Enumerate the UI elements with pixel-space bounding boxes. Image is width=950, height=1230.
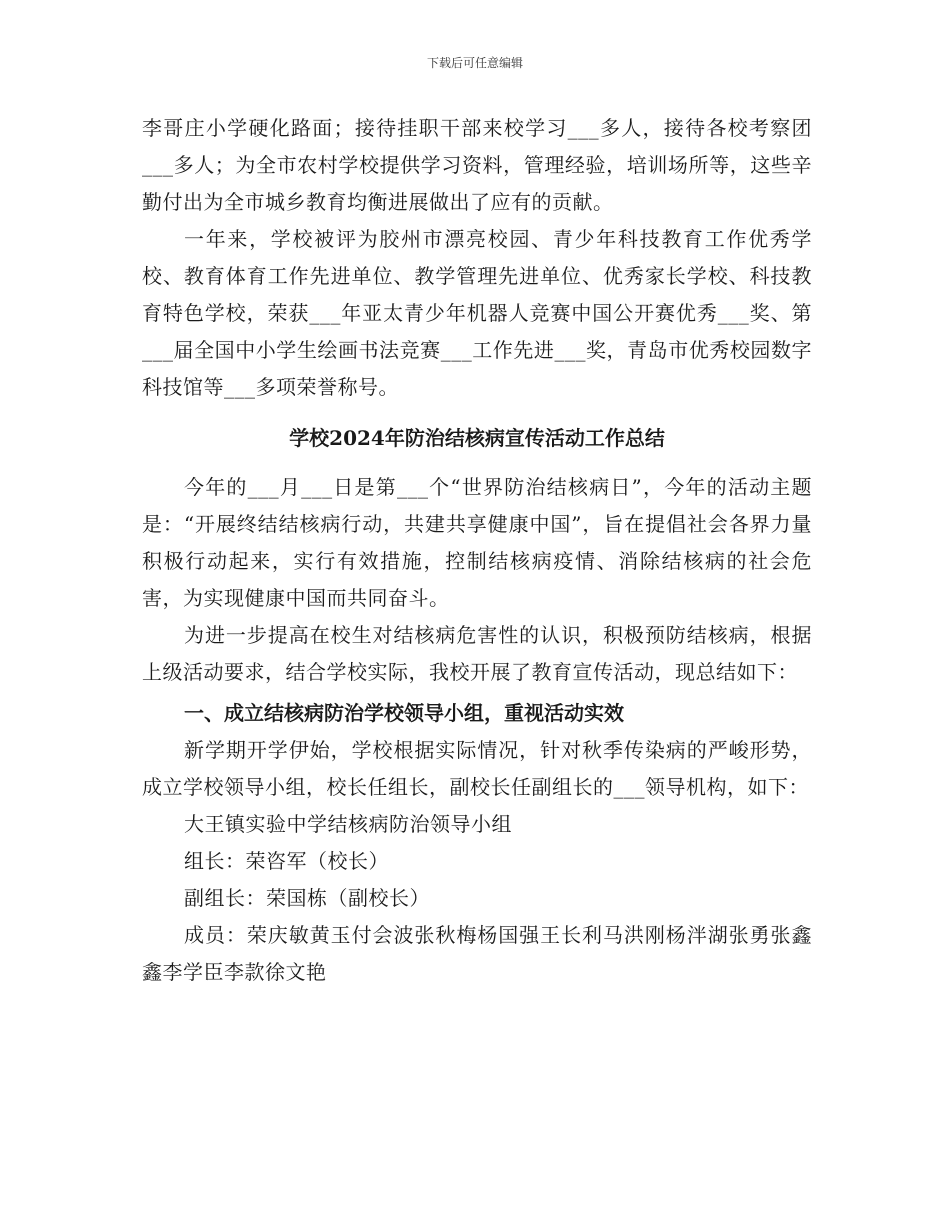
document-body (142, 110, 812, 991)
group-deputy: 副组长：荣国栋（副校长） (184, 886, 430, 910)
group-name: 大王镇实验中学结核病防治领导小组 (184, 812, 512, 836)
paragraph-continuation: 李哥庄小学硬化路面；接待挂职干部来校学习___多人，接待各校考察团___多人；为全市农村学校提供学习资料，管理经验，培训场所等，这些辛勤付出为全市城乡教育均衡进展做出了应有的贡献。 (142, 116, 812, 214)
document-title: 学校2024年防治结核病宣传活动工作总结 (289, 426, 665, 450)
paragraph-achievements: 一年来，学校被评为胶州市漂亮校园、青少年科技教育工作优秀学校、教育体育工作先进单位、教学管理先进单位、优秀家长学校、科技教育特色学校，荣获___年亚太青少年机器人竞赛中国公开赛优秀___奖、第___届全国中小学生绘画书法竞赛___工作先进___奖，青岛市优秀校园数字科技馆等___多项荣誉称号。 (142, 227, 812, 399)
group-leader: 组长：荣咨军（校长） (184, 849, 389, 873)
page-header: 下载后可任意编辑 (426, 56, 523, 70)
paragraph-intro: 今年的___月___日是第___个“世界防治结核病日”，今年的活动主题是：“开展终结结核病行动，共建共享健康中国”，旨在提倡社会各界力量积极行动起来，实行有效措施，控制结核病疫情、消除结核病的社会危害，为实现健康中国而共同奋斗。 (142, 475, 812, 610)
paragraph-organization: 新学期开学伊始，学校根据实际情况，针对秋季传染病的严峻形势，成立学校领导小组，校长任组长，副校长任副组长的___领导机构，如下： (142, 738, 812, 799)
group-members: 成员：荣庆敏黄玉付会波张秋梅杨国强王长利马洪刚杨泮湖张勇张鑫鑫李学臣李款徐文艳 (142, 923, 812, 984)
paragraph-purpose: 为进一步提高在校生对结核病危害性的认识，积极预防结核病，根据上级活动要求，结合学校实际，我校开展了教育宣传活动，现总结如下： (142, 623, 812, 684)
section-heading-1: 一、成立结核病防治学校领导小组，重视活动实效 (184, 701, 624, 725)
